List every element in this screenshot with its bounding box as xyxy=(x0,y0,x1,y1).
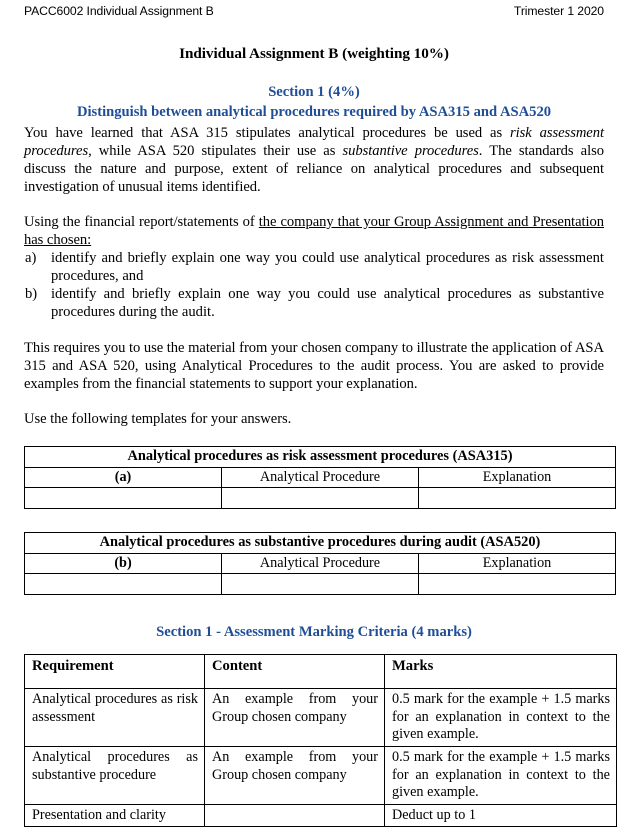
list-item-marker: b) xyxy=(25,286,38,303)
requirements-list xyxy=(24,249,604,321)
intro-emphasis-risk-assessment: risk assessment procedures xyxy=(24,124,604,159)
table-b-blank-label[interactable] xyxy=(25,574,222,595)
table-risk-assessment-template xyxy=(24,446,616,509)
criteria-row-2-marks: Deduct up to 1 xyxy=(385,804,617,827)
marking-criteria-heading: Section 1 - Assessment Marking Criteria (4 marks) xyxy=(156,624,472,641)
table-row xyxy=(25,746,617,804)
criteria-row-0-content: An example from your Group chosen company xyxy=(205,689,385,747)
table-a-col-procedure: Analytical Procedure xyxy=(222,468,419,488)
criteria-row-2-content xyxy=(205,804,385,827)
table-a-blank-procedure[interactable] xyxy=(222,488,419,509)
intro-text-part-2: , while ASA 520 stipulates their use as xyxy=(88,142,343,159)
table-a-col-explanation: Explanation xyxy=(419,468,616,488)
table-row xyxy=(25,468,616,488)
criteria-row-1-content: An example from your Group chosen company xyxy=(205,746,385,804)
intro-emphasis-substantive: substantive procedures xyxy=(342,142,479,159)
table-b-blank-explanation[interactable] xyxy=(419,574,616,595)
document-running-header xyxy=(24,0,604,18)
intro-text-part-3: . The standards also discuss the nature and purpose, extent of reliance on analytical procedures and subsequent investigation of unusual items identified. xyxy=(24,142,604,195)
table-b-col-procedure: Analytical Procedure xyxy=(222,554,419,574)
table-row xyxy=(25,533,616,554)
using-underlined-text: the company that your Group Assignment and Presentation has chosen: xyxy=(24,213,604,248)
list-item xyxy=(24,249,604,285)
table-row xyxy=(25,689,617,747)
header-course-code: PACC6002 Individual Assignment B xyxy=(24,4,214,18)
criteria-row-1-marks: 0.5 mark for the example + 1.5 marks for an explanation in context to the given example. xyxy=(385,746,617,804)
criteria-row-1-requirement: Analytical procedures as substantive procedure xyxy=(25,746,205,804)
table-b-title: Analytical procedures as substantive procedures during audit (ASA520) xyxy=(25,533,616,554)
header-trimester: Trimester 1 2020 xyxy=(513,4,604,18)
table-b-col-explanation: Explanation xyxy=(419,554,616,574)
templates-note: Use the following templates for your answers. xyxy=(24,411,292,428)
table-b-label: (b) xyxy=(25,554,222,574)
table-a-blank-label[interactable] xyxy=(25,488,222,509)
criteria-row-0-requirement: Analytical procedures as risk assessment xyxy=(25,689,205,747)
table-row xyxy=(25,488,616,509)
intro-text-part-1: You have learned that ASA 315 stipulates analytical procedures be used as xyxy=(24,124,511,141)
using-lead-text: Using the financial report/statements of xyxy=(24,213,259,230)
section-label: Section 1 (4%) xyxy=(268,84,360,101)
page-title: Individual Assignment B (weighting 10%) xyxy=(179,45,449,63)
table-row xyxy=(25,804,617,827)
table-row xyxy=(25,554,616,574)
criteria-row-0-marks: 0.5 mark for the example + 1.5 marks for an explanation in context to the given example. xyxy=(385,689,617,747)
using-financial-report-paragraph xyxy=(24,213,604,249)
table-b-blank-procedure[interactable] xyxy=(222,574,419,595)
list-item-marker: a) xyxy=(25,250,37,267)
table-marking-criteria xyxy=(24,654,617,827)
table-a-title: Analytical procedures as risk assessment procedures (ASA315) xyxy=(25,447,616,468)
criteria-col-content: Content xyxy=(205,655,385,689)
table-row xyxy=(25,574,616,595)
criteria-col-requirement: Requirement xyxy=(25,655,205,689)
requirements-paragraph: This requires you to use the material from your chosen company to illustrate the application of ASA 315 and ASA 520, using Analytical Procedures to the audit process. You are asked to provide examples from the financial statements to support your explanation. xyxy=(24,340,604,393)
table-a-label: (a) xyxy=(25,468,222,488)
table-a-blank-explanation[interactable] xyxy=(419,488,616,509)
intro-paragraph xyxy=(24,124,604,196)
criteria-row-2-requirement: Presentation and clarity xyxy=(25,804,205,827)
table-row xyxy=(25,447,616,468)
list-item xyxy=(24,285,604,321)
list-item-text: identify and briefly explain one way you could use analytical procedures as substantive procedures during the audit. xyxy=(51,286,604,321)
criteria-col-marks: Marks xyxy=(385,655,617,689)
list-item-text: identify and briefly explain one way you could use analytical procedures as risk assessment procedures, and xyxy=(51,250,604,285)
table-substantive-template xyxy=(24,532,616,595)
section-subtitle: Distinguish between analytical procedures required by ASA315 and ASA520 xyxy=(76,103,552,120)
table-header-row xyxy=(25,655,617,689)
